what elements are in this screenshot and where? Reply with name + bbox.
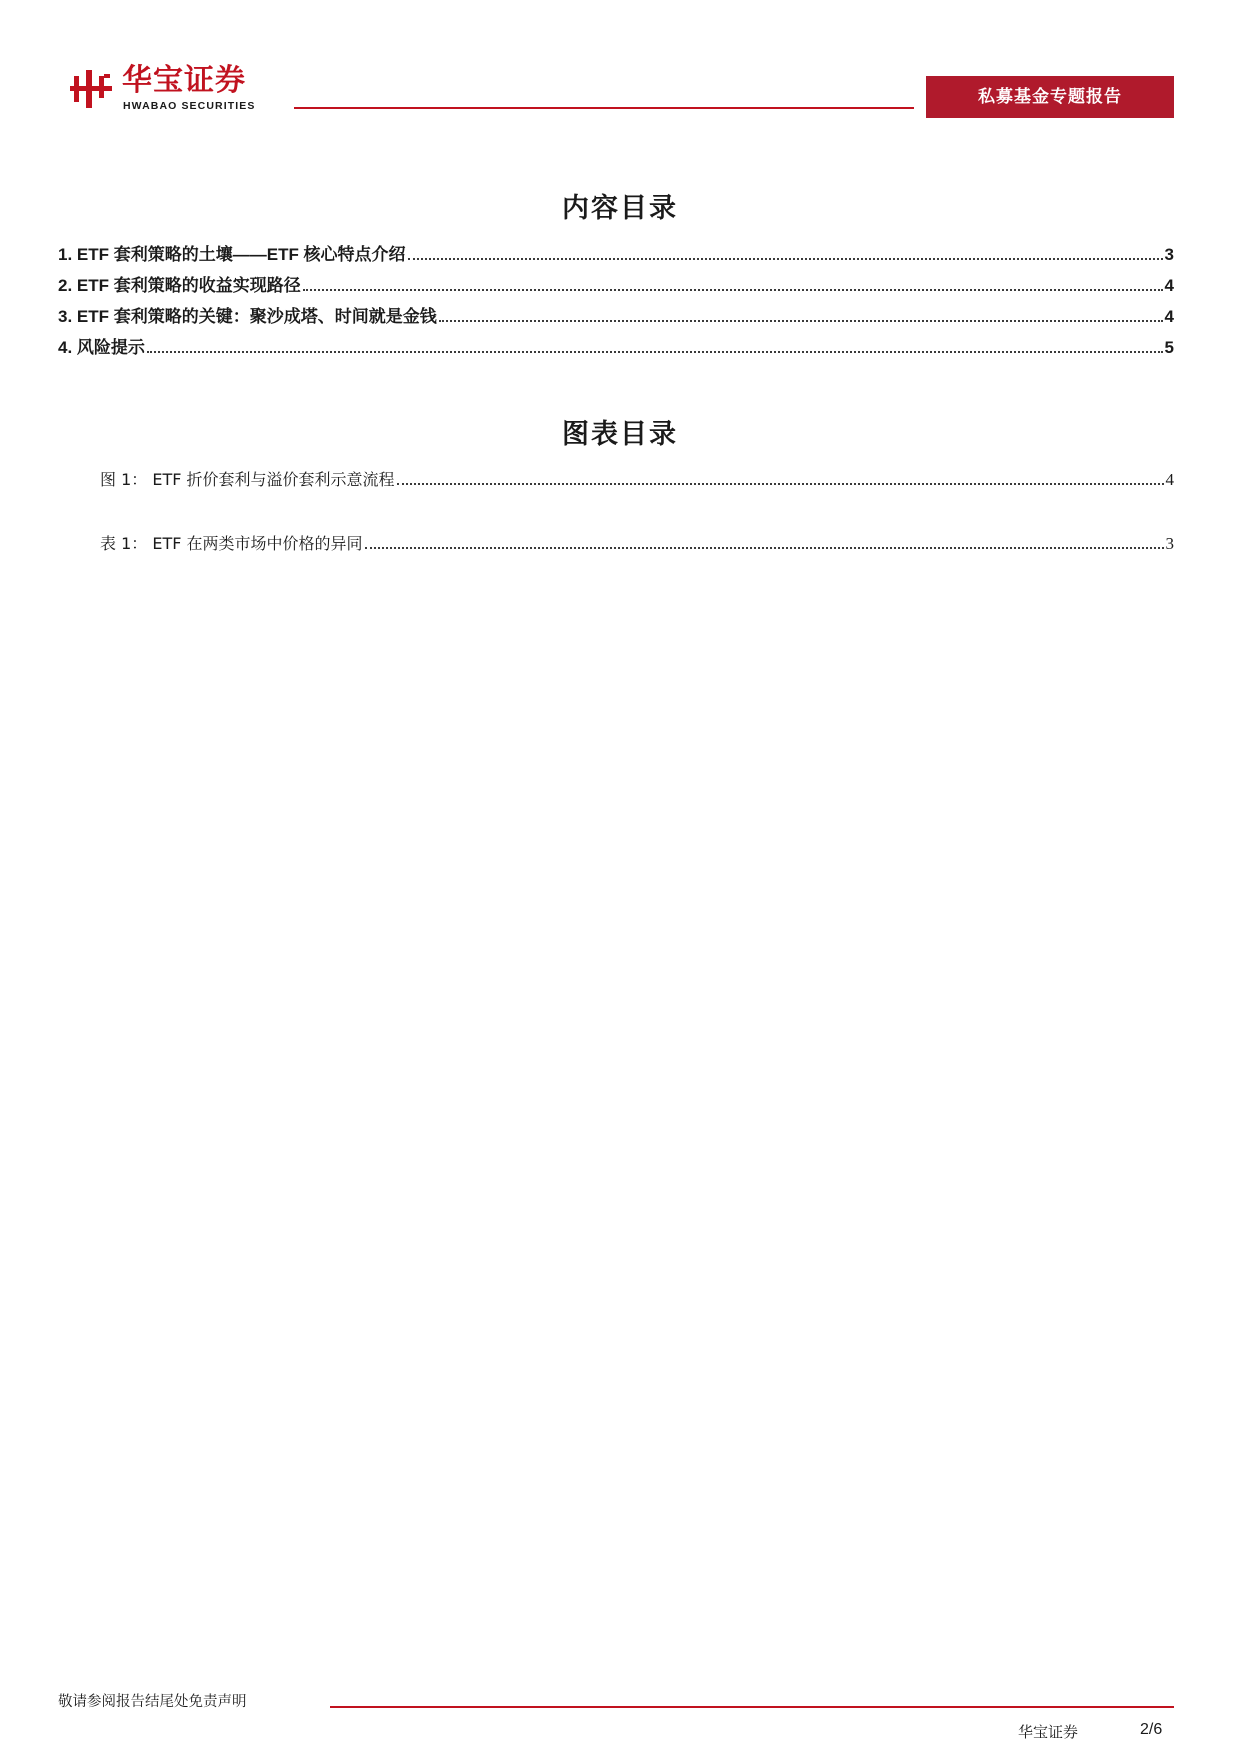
page-number: 2/6	[1140, 1721, 1163, 1738]
toc-item[interactable]	[58, 302, 1174, 327]
report-type-badge: 私募基金专题报告	[926, 76, 1174, 118]
logo-english-name: HWABAO SECURITIES	[123, 100, 256, 112]
toc-title: 内容目录	[562, 193, 678, 224]
toc-item-label: 1. ETF 套利策略的土壤——ETF 核心特点介绍	[58, 245, 406, 264]
figures-title: 图表目录	[562, 419, 678, 450]
figure-list-item[interactable]	[100, 467, 1174, 490]
toc-dot-leader	[303, 288, 1163, 291]
toc-item[interactable]	[58, 271, 1174, 296]
toc-dot-leader	[439, 319, 1163, 322]
figure-item-page: 3	[1165, 534, 1174, 553]
toc-item-page: 5	[1164, 338, 1174, 357]
toc-item-label: 3. ETF 套利策略的关键：聚沙成塔、时间就是金钱	[58, 307, 437, 326]
toc-item-label: 2. ETF 套利策略的收益实现路径	[58, 276, 301, 295]
figure-item-page: 4	[1165, 470, 1174, 489]
footer-brand: 华宝证券	[1018, 1723, 1079, 1741]
footer-divider	[330, 1706, 1174, 1708]
company-logo	[70, 62, 290, 114]
toc-item[interactable]	[58, 333, 1174, 358]
toc-item-page: 4	[1164, 276, 1174, 295]
header-divider	[294, 107, 914, 109]
logo-chinese-name: 华宝证券	[122, 63, 246, 98]
figure-item-label: 表 1： ETF 在两类市场中价格的异同	[100, 534, 363, 553]
figure-item-label: 图 1： ETF 折价套利与溢价套利示意流程	[100, 470, 395, 489]
disclaimer-note: 敬请参阅报告结尾处免责声明	[58, 1694, 247, 1710]
toc-item-page: 4	[1164, 307, 1174, 326]
figure-list-item[interactable]	[100, 531, 1174, 554]
toc-item-page: 3	[1164, 245, 1174, 264]
figure-dot-leader	[365, 546, 1164, 549]
hwabao-logo-icon	[70, 66, 114, 110]
toc-item-label: 4. 风险提示	[58, 338, 145, 357]
toc-dot-leader	[408, 257, 1163, 260]
toc-item[interactable]	[58, 240, 1174, 265]
figure-dot-leader	[397, 482, 1164, 485]
toc-dot-leader	[147, 350, 1163, 353]
